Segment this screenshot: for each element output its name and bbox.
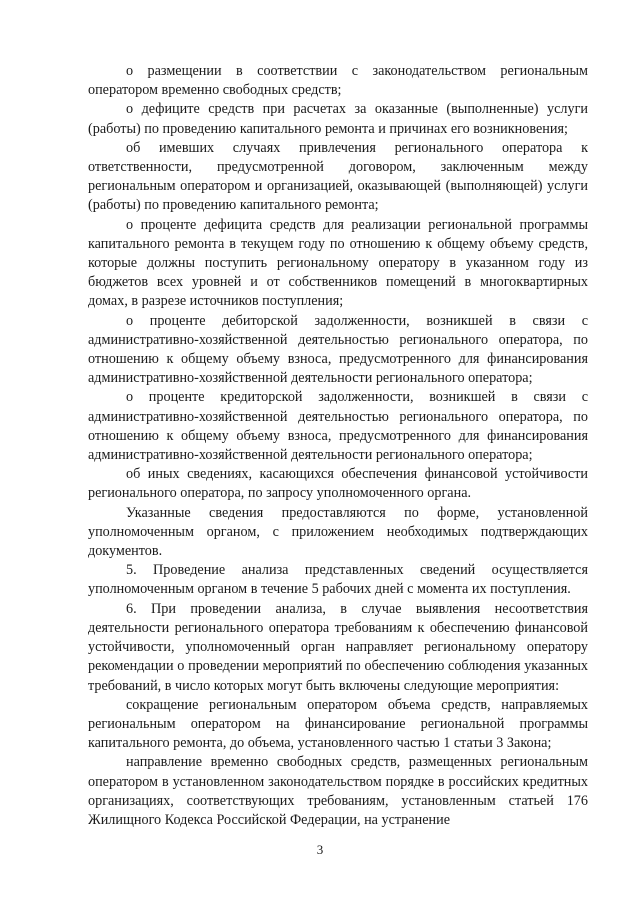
page-number: 3 <box>316 842 324 857</box>
paragraph-8: Указанные сведения предоставляются по форме, установленной уполномоченным органом, с приложением необходимых подтверждающих документов. <box>88 504 588 560</box>
paragraph-11: сокращение региональным оператором объема средств, направляемых региональным оператором на финансирование региональной программы капитального ремонта, до объема, установленного частью 1 статьи 3 Закона; <box>88 696 588 752</box>
paragraph-6: о проценте кредиторской задолженности, возникшей в связи с административно-хозяйственной деятельностью регионального оператора, по отношению к общему объему взноса, предусмотренного для финансирования административно-хозяйственной деятельности регионального оператора; <box>88 389 588 464</box>
paragraph-3: об имевших случаях привлечения регионального оператора к ответственности, предусмотренной договором, заключенным между региональным оператором и организацией, оказывающей (выполняющей) услуги (работы) по проведению капитального ремонта; <box>88 139 588 214</box>
paragraph-7: об иных сведениях, касающихся обеспечения финансовой устойчивости регионального оператора, по запросу уполномоченного органа. <box>88 466 588 502</box>
paragraph-5: о проценте дебиторской задолженности, возникшей в связи с административно-хозяйственной деятельностью регионального оператора, по отношению к общему объему взноса, предусмотренного для финансирования административно-хозяйственной деятельности регионального оператора; <box>88 312 588 387</box>
paragraph-2: о дефиците средств при расчетах за оказанные (выполненные) услуги (работы) по проведению капитального ремонта и причинах его возникновения; <box>88 101 588 137</box>
paragraph-10: 6. При проведении анализа, в случае выявления несоответствия деятельности регионального оператора требованиям к обеспечению финансовой устойчивости, уполномоченный орган направляет региональному оператору рекомендации о проведении мероприятий по обеспечению соблюдения указанных требований, в число которых могут быть включены следующие мероприятия: <box>88 600 588 694</box>
paragraph-9: 5. Проведение анализа представленных сведений осуществляется уполномоченным органом в течение 5 рабочих дней с момента их поступления. <box>88 562 588 598</box>
paragraph-4: о проценте дефицита средств для реализации региональной программы капитального ремонта в текущем году по отношению к общему объему средств, которые должны поступить региональному оператору в указанном году из бюджетов всех уровней и от собственников помещений в многоквартирных домах, в разрезе источников поступления; <box>88 216 588 310</box>
document-body <box>88 62 588 830</box>
paragraph-12: направление временно свободных средств, размещенных региональным оператором в установленном законодательством порядке в российских кредитных организациях, соответствующих требованиям, установленным статьей 176 Жилищного Кодекса Российской Федерации, на устранение <box>88 754 588 828</box>
paragraph-1: о размещении в соответствии с законодательством региональным оператором временно свободных средств; <box>88 63 588 99</box>
